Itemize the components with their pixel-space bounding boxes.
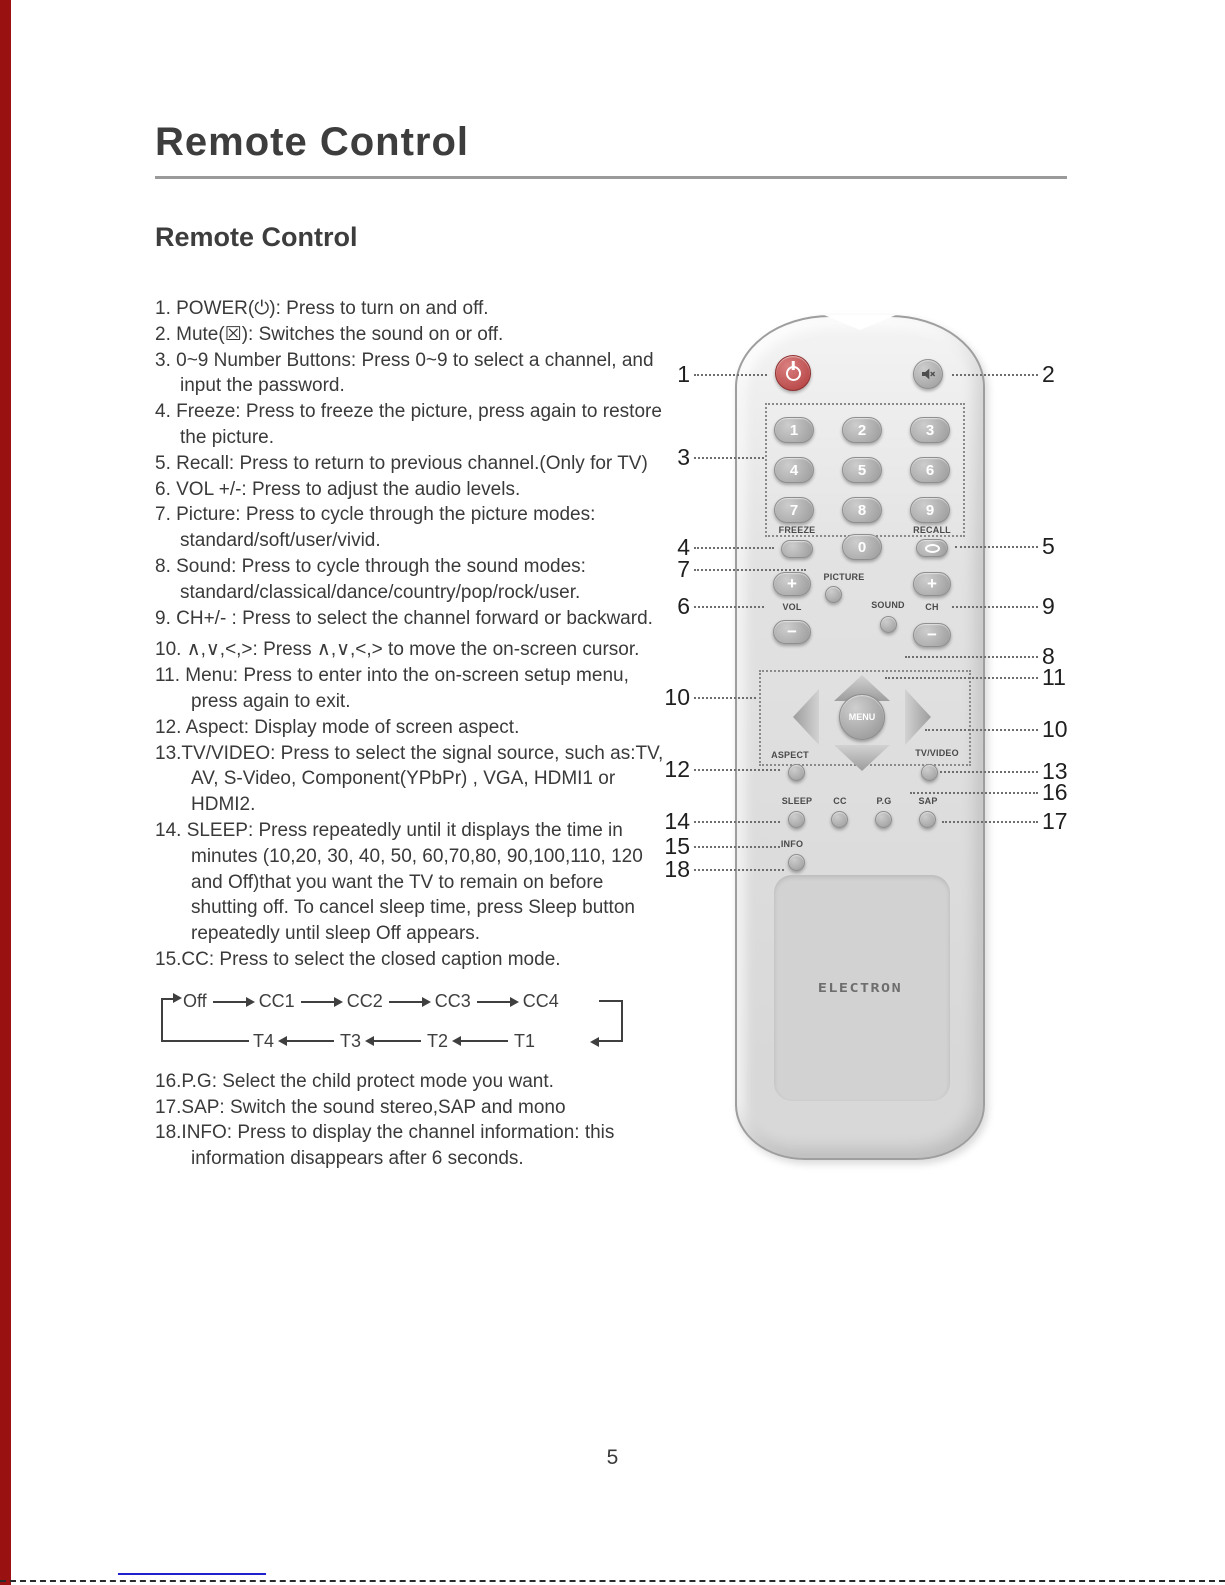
instruction-list xyxy=(155,296,669,1172)
sap-label: SAP xyxy=(918,796,938,806)
cc-node-t1: T1 xyxy=(514,1030,536,1051)
callout-leader-line xyxy=(694,821,780,823)
callout-2 xyxy=(952,361,1055,388)
digit-8-button: 8 xyxy=(842,497,882,523)
callout-number: 11 xyxy=(1042,664,1066,690)
menu-button: MENU xyxy=(839,694,885,740)
ch-minus-button: − xyxy=(913,623,951,647)
callout-number: 17 xyxy=(1042,808,1068,834)
info-button xyxy=(788,854,805,871)
sleep-button xyxy=(788,811,805,828)
instruction-item-4: 4. Freeze: Press to freeze the picture, press again to restore the picture. xyxy=(155,401,662,448)
callout-leader-line xyxy=(694,569,806,571)
cc-row-bottom xyxy=(253,1029,627,1055)
arrow-right-icon xyxy=(213,1001,253,1003)
power-icon xyxy=(786,366,801,381)
digit-4-button: 4 xyxy=(774,457,814,483)
callout-5 xyxy=(955,533,1055,560)
scan-edge-stripe xyxy=(0,0,11,1585)
mute-button xyxy=(913,359,943,389)
sleep-label: SLEEP xyxy=(781,796,813,806)
callout-7 xyxy=(660,556,806,583)
callout-leader-line xyxy=(952,374,1038,376)
callout-17 xyxy=(942,808,1068,835)
callout-number: 8 xyxy=(1042,643,1055,669)
remote-top-notch xyxy=(824,315,896,330)
callout-11 xyxy=(885,664,1066,691)
picture-label: PICTURE xyxy=(823,572,865,582)
scan-artifact-dashed-line xyxy=(0,1580,1225,1582)
instruction-item-16: 16.P.G: Select the child protect mode you want. xyxy=(155,1070,554,1092)
pg-label: P.G xyxy=(876,796,892,806)
callout-number: 1 xyxy=(677,361,690,387)
title-divider xyxy=(155,176,1067,179)
callout-number: 7 xyxy=(677,556,690,582)
callout-leader-line xyxy=(952,606,1038,608)
brand-logo: ELECTRON xyxy=(817,980,903,996)
arrow-right-icon xyxy=(389,1001,429,1003)
callout-number: 15 xyxy=(664,833,690,859)
instruction-item-9: 9. CH+/- : Press to select the channel forward or backward. xyxy=(155,607,653,629)
cc-node-t4: T4 xyxy=(253,1030,275,1051)
instruction-item-18: 18.INFO: Press to display the channel information: this information disappears after 6 seconds. xyxy=(155,1122,615,1170)
scan-artifact-blue-line xyxy=(118,1573,266,1575)
callout-number: 2 xyxy=(1042,361,1055,387)
instruction-item-12: 12. Aspect: Display mode of screen aspect. xyxy=(155,716,520,738)
digit-2-button: 2 xyxy=(842,417,882,443)
callout-number: 3 xyxy=(677,444,690,470)
arrow-right-icon xyxy=(477,1001,517,1003)
instruction-item-17: 17.SAP: Switch the sound stereo,SAP and mono xyxy=(155,1096,566,1118)
pg-button xyxy=(875,811,892,828)
callout-1 xyxy=(660,361,767,388)
cc-row-top xyxy=(183,985,627,1015)
freeze-label: FREEZE xyxy=(778,525,816,535)
callout-leader-line xyxy=(925,729,1038,731)
callout-leader-line xyxy=(955,546,1038,548)
callout-16 xyxy=(910,779,1068,806)
callout-number: 4 xyxy=(677,534,690,560)
vol-label: VOL xyxy=(782,602,802,612)
callout-leader-line xyxy=(905,656,1038,658)
instruction-item-13: 13.TV/VIDEO: Press to select the signal source, such as:TV, AV, S-Video, Component(YPbPr) , VGA, HDMI1 or HDMI2. xyxy=(155,742,664,816)
instruction-item-14: 14. SLEEP: Press repeatedly until it displays the time in minutes (10,20, 30, 40, 50, 60,70,80, 90,100,110, 120 and Off)that you want the TV to remain on before shutting off. To cancel sleep time, press Sleep button repeatedly until sleep Off appears. xyxy=(155,819,643,945)
sap-button xyxy=(919,811,936,828)
callout-number: 10 xyxy=(664,684,690,710)
callout-leader-line xyxy=(885,677,1038,679)
vol-plus-button: + xyxy=(773,572,811,596)
arrow-right-icon xyxy=(301,1001,341,1003)
callout-leader-line xyxy=(694,869,784,871)
sound-label: SOUND xyxy=(871,600,905,610)
info-label: INFO xyxy=(780,839,804,849)
digit-7-button: 7 xyxy=(774,497,814,523)
callout-leader-line xyxy=(694,697,756,699)
cc-mode-diagram xyxy=(157,985,627,1059)
instruction-item-10: 10. ∧,∨,<,>: Press ∧,∨,<,> to move the on-screen cursor. xyxy=(155,639,640,661)
callout-10-right xyxy=(925,716,1068,743)
cc-node-cc4: CC4 xyxy=(522,990,559,1011)
callout-12 xyxy=(660,756,780,783)
instruction-item-6: 6. VOL +/-: Press to adjust the audio levels. xyxy=(155,478,521,500)
arrow-left-icon xyxy=(367,1040,421,1042)
instruction-item-8: 8. Sound: Press to cycle through the sound modes: standard/classical/dance/country/pop/rock/user. xyxy=(155,555,586,603)
instruction-item-15: 15.CC: Press to select the closed caption mode. xyxy=(155,948,561,970)
callout-number: 5 xyxy=(1042,533,1055,559)
section-title: Remote Control xyxy=(155,222,358,252)
mute-icon xyxy=(920,366,936,382)
instruction-item-11: 11. Menu: Press to enter into the on-screen setup menu, press again to exit. xyxy=(155,665,629,712)
callout-18 xyxy=(660,856,784,883)
arrow-left-icon xyxy=(454,1040,508,1042)
recall-icon xyxy=(925,544,940,553)
vol-minus-button: − xyxy=(773,620,811,644)
callout-leader-line xyxy=(694,846,780,848)
aspect-label: ASPECT xyxy=(771,750,809,760)
tv-video-label: TV/VIDEO xyxy=(915,748,959,758)
page-number: 5 xyxy=(606,1446,619,1469)
arrow-left-icon xyxy=(280,1040,334,1042)
cc-label: CC xyxy=(833,796,847,806)
callout-leader-line xyxy=(694,769,780,771)
cc-node-off: Off xyxy=(183,990,207,1011)
callout-number: 13 xyxy=(1042,758,1068,784)
callout-leader-line xyxy=(942,821,1038,823)
digit-0-button: 0 xyxy=(842,534,882,560)
callout-9 xyxy=(952,593,1055,620)
instruction-item-5: 5. Recall: Press to return to previous channel.(Only for TV) xyxy=(155,452,648,474)
digit-5-button: 5 xyxy=(842,457,882,483)
digit-9-button: 9 xyxy=(910,497,950,523)
ch-plus-button: + xyxy=(913,572,951,596)
callout-leader-line xyxy=(694,606,764,608)
instruction-item-7: 7. Picture: Press to cycle through the picture modes: standard/soft/user/vivid. xyxy=(155,504,596,552)
ch-label: CH xyxy=(925,602,939,612)
aspect-button xyxy=(788,764,805,781)
cc-node-t3: T3 xyxy=(340,1030,362,1051)
callout-10-left xyxy=(660,684,756,711)
callout-leader-line xyxy=(694,547,774,549)
cc-loop-right-line xyxy=(599,1000,623,1042)
digit-1-button: 1 xyxy=(774,417,814,443)
callout-number: 6 xyxy=(677,593,690,619)
picture-button xyxy=(825,586,842,603)
cc-button xyxy=(831,811,848,828)
recall-label: RECALL xyxy=(913,525,951,535)
cc-node-cc3: CC3 xyxy=(434,990,471,1011)
callout-leader-line xyxy=(910,792,1038,794)
callout-number: 18 xyxy=(664,856,690,882)
callout-leader-line xyxy=(694,457,764,459)
callout-leader-line xyxy=(940,771,1038,773)
callout-number: 10 xyxy=(1042,716,1068,742)
power-button xyxy=(775,355,811,391)
instruction-item-1: 1. POWER(⏻): Press to turn on and off. xyxy=(155,298,489,319)
cc-node-cc2: CC2 xyxy=(346,990,383,1011)
page-title: Remote Control xyxy=(155,120,469,164)
instruction-item-3: 3. 0~9 Number Buttons: Press 0~9 to select a channel, and input the password. xyxy=(155,349,654,397)
recall-button xyxy=(916,539,948,557)
callout-14 xyxy=(660,808,780,835)
callout-number: 12 xyxy=(664,756,690,782)
callout-number: 9 xyxy=(1042,593,1055,619)
cc-loop-left-line xyxy=(161,1000,249,1042)
callout-number: 14 xyxy=(664,808,690,834)
callout-3 xyxy=(660,444,764,471)
sound-button xyxy=(880,616,897,633)
callout-number: 16 xyxy=(1042,779,1068,805)
digit-6-button: 6 xyxy=(910,457,950,483)
cc-node-t2: T2 xyxy=(427,1030,449,1051)
digit-3-button: 3 xyxy=(910,417,950,443)
instruction-item-2: 2. Mute(☒): Switches the sound on or off. xyxy=(155,323,504,345)
callout-6 xyxy=(660,593,764,620)
cc-node-cc1: CC1 xyxy=(258,990,295,1011)
callout-leader-line xyxy=(694,374,767,376)
